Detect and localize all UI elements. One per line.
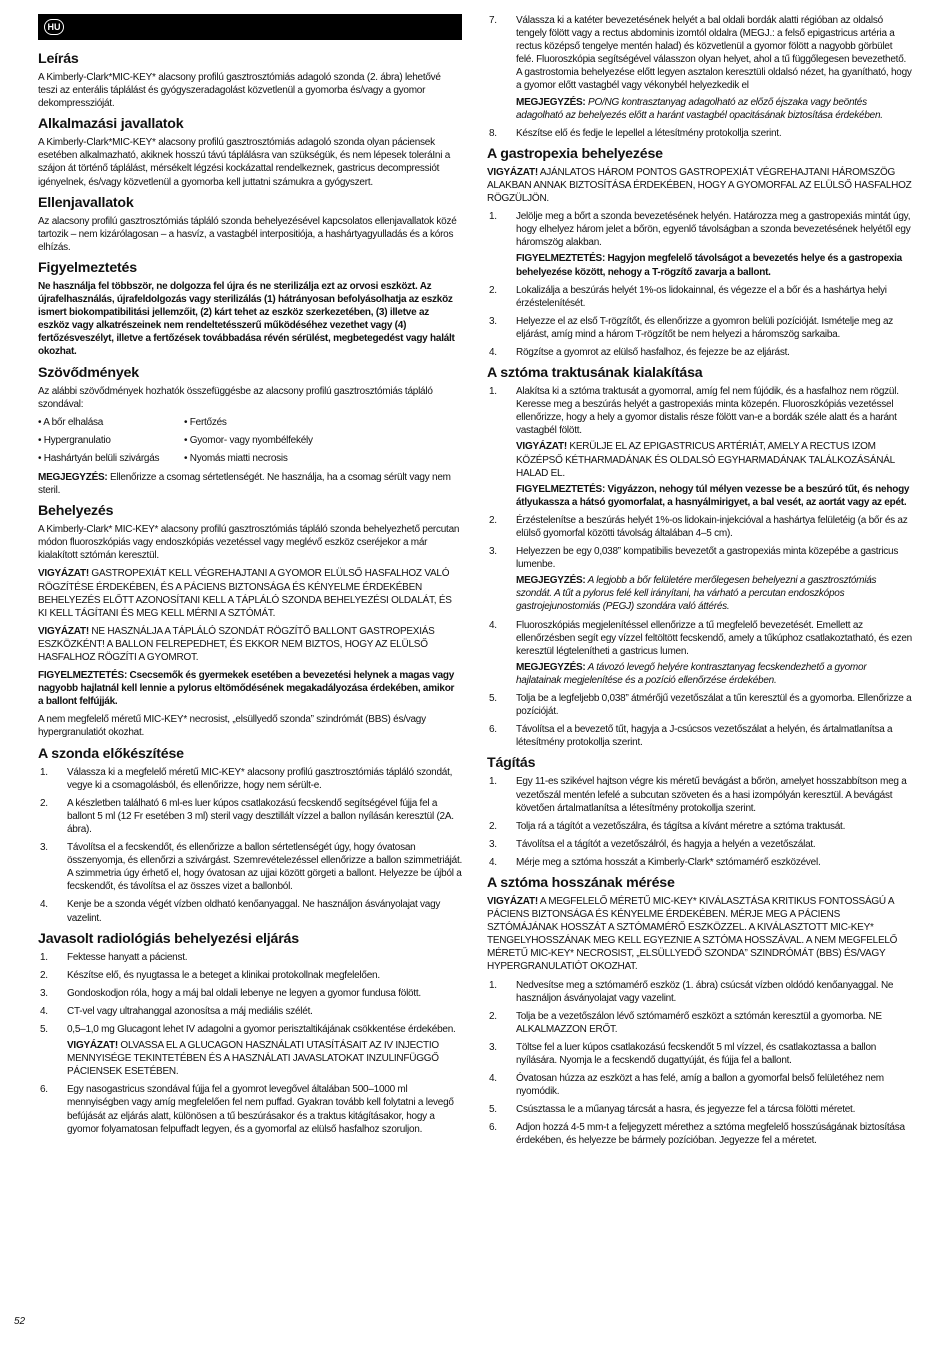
- warning-paragraph: [38, 669, 462, 708]
- list-item: • Nyomás miatti necrosis: [184, 452, 288, 464]
- caution-label: VIGYÁZAT!: [38, 625, 89, 637]
- section-title-gastropexy: A gastropexia behelyezése: [487, 145, 663, 162]
- list-item: 4. CT-vel vagy ultrahanggal azonosítsa a máj mediális szélét.: [40, 1005, 313, 1017]
- list-item: 4. Kenje be a szonda végét vízben oldható kenőanyaggal. Ne használjon ásványolajat vagy vazelint.: [40, 899, 441, 924]
- section-title-indications: Alkalmazási javallatok: [38, 116, 184, 133]
- list-item: 1. Egy 11-es szikével hajtson végre kis méretű bevágást a bőrön, amelyet hosszabbítson meg a vezetőszál mentén lefelé a subcutan szöveten és a hasi izompólyán keresztül. A bevágást követően ártalmatlanítsa a létesítmény protokollja szerint.: [489, 776, 907, 814]
- list-item: 2. A készletben található 6 ml-es luer kúpos csatlakozású fecskendő segítségével fújja fel a ballont 5 ml (12 Fr esetében 3 ml) steril vagy desztillált vízzel a ballon nyílásán keresztül (2A. ábra).: [40, 797, 454, 835]
- list-item: 1. Nedvesítse meg a sztómamérő eszköz (1. ábra) csúcsát vízben oldódó kenőanyaggal. Ne használjon ásványolajat vagy vazelint.: [489, 979, 894, 1004]
- caution-paragraph: [38, 625, 462, 664]
- radiologic-steps: [38, 951, 462, 1136]
- page-number: 52: [14, 1316, 26, 1327]
- list-item: 5. 0,5–1,0 mg Glucagont lehet IV adagolni a gyomor perisztaltikájának csökkentése érdekében. VIGYÁZAT! OLVASSA EL A GLUCAGON HASZNÁLATI UTASÍTÁSAIT AZ IV INJECTIO MENNYISÉGE TEKINTETÉBEN ÉS A HASZNÁLATI JAVASLATOKAT INZULINFÜGGŐ PÁCIENSEK ESETÉBEN.: [38, 1023, 462, 1078]
- list-item: • Hypergranulatio: [38, 434, 111, 446]
- list-item: • Gyomor- vagy nyombélfekély: [184, 434, 313, 446]
- list-item: 3. Távolítsa el a fecskendőt, és ellenőrizze a ballon sértetlenségét úgy, hogy óvatosan összenyomja, és ellenőrzi a szivárgást. Szemrevételezéssel ellenőrizze a ballon szimmetriáját. A szimmetria úgy érhető el, hogy óvatosan az ujjai között görgeti a ballont. Helyezze be újból a fecskendőt, és távolítsa el az összes vizet a ballonból.: [40, 842, 463, 893]
- gastropexy-steps: [487, 210, 912, 359]
- note-paragraph: MEGJEGYZÉS: A legjobb a bőr felületére merőlegesen behelyezni a gasztrosztómiás szondát. A tűt a pylorus felé kell irányítani, ha várható a percutan endoszkópos gastrojejunostomiás (PEGJ) szondára való áttérés.: [516, 575, 877, 613]
- list-item: 2. Lokalizálja a beszúrás helyét 1%-os lidokainnal, és végezze el a bőr és a hashártya helyi érzéstelenítését.: [489, 284, 887, 309]
- list-item: 1. Válassza ki a megfelelő méretű MIC-KEY* alacsony profilú gasztrosztómiás tápláló szondát, vegye ki a csomagolásból, és ellenőrizze, hogy nem sérült-e.: [40, 766, 453, 791]
- caution-paragraph: VIGYÁZAT! AJÁNLATOS HÁROM PONTOS GASTROPEXIÁT VÉGREHAJTANI HÁROMSZÖG ALAKBAN ANNAK BIZTOSÍTÁSA ÉRDEKÉBEN, HOGY A GYOMORFAL AZ ELÜLSŐ HASFALHOZ RÖGZÜLJÖN.: [487, 166, 912, 205]
- caution-paragraph: VIGYÁZAT! KERÜLJE EL AZ EPIGASTRICUS ARTÉRIÁT, AMELY A RECTUS IZOM KÖZÉPSŐ KÉTHARMADÁNAK ÉS OLDALSÓ EGYHARMADÁNAK TALÁLKOZÁSÁNÁL HALAD EL.: [516, 441, 895, 479]
- paragraph: A Kimberly-Clark* MIC-KEY* alacsony profilú gasztrosztómiás tápláló szonda behelyezhető percutan módon fluoroszkópiás vagy endoszkópiás vezetéssel vagy meglévő eszköz cseréjekor a már kialakított sztómán keresztül.: [38, 524, 460, 562]
- list-item: 2. Készítse elő, és nyugtassa le a beteget a klinikai protokollnak megfelelően.: [40, 969, 380, 981]
- section-title-stoma-measurement: A sztóma hosszának mérése: [487, 874, 675, 891]
- list-item: 5. Csúsztassa le a műanyag tárcsát a hasra, és jegyezze fel a tárcsa fölötti méretet.: [489, 1104, 856, 1116]
- radiologic-steps-continued: [487, 14, 912, 140]
- list-item: 1. Alakítsa ki a sztóma traktusát a gyomorral, amíg fel nem fújódik, és a hasfalhoz nem rögzül. Keresse meg a beszúrás helyét a gastropexiás minta közepén. Fluoroszkópiás vezetéssel ellenőrizze, hogy a hely a gyomor distalis része fölött van-e a bordák széle alatt és a haránt vastagbél fölött. VIGYÁZAT! KERÜLJE EL AZ EPIGASTRICUS ARTÉRIÁT, AMELY A RECTUS IZOM KÖZÉPSŐ KÉTHARMADÁNAK ÉS OLDALSÓ EGYHARMADÁNAK TALÁLKOZÁSÁNÁL HALAD EL. FIGYELMEZTETÉS: Vigyázzon, nehogy túl mélyen vezesse be a beszúró tűt, és nehogy átlyukassza a hátsó gyomorfalat, a hasnyálmirigyet, a bal vesét, az aortát vagy az epét.: [487, 385, 912, 509]
- list-item: 3. Helyezze el az első T-rögzítőt, és ellenőrizze a gyomron belüli pozícióját. Ismételje meg az eljárást, amíg mind a három T-rögzítőt be nem helyezi a háromszög sarkaiba.: [489, 315, 894, 340]
- stoma-tract-steps: [487, 385, 912, 749]
- list-item: 1. Jelölje meg a bőrt a szonda bevezetésének helyén. Határozza meg a gastropexiás mintát úgy, hogy elhelyez három jelet a bőrön, egyenlő távolságban a szonda bevezetésének helyétől egy háromszög alakban. FIGYELMEZTETÉS: Hagyjon megfelelő távolságot a bevezetés helye és a gastropexia behelyezése között, nehogy a T-rögzítő zavarja a ballont.: [489, 211, 911, 278]
- dilation-steps: [487, 775, 912, 869]
- language-header-band: [38, 14, 462, 40]
- caution-text: GASTROPEXIÁT KELL VÉGREHAJTANI A GYOMOR ELÜLSŐ HASFALHOZ VALÓ RÖGZÍTÉSE ÉRDEKÉBEN, ÉS A PÁCIENS BIZTONSÁGA ÉS KÉNYELME ÉRDEKÉBEN BEHELYEZÉS ELŐTT AZONOSÍTANI KELL A TÁPLÁLÓ SZONDA BEHELYEZÉSI OLDALÁT, ÉS KI KELL TÁGÍTANI ÉS MEG KELL MÉRNI A SZTÓMÁT.: [38, 568, 452, 619]
- section-title-warning: Figyelmeztetés: [38, 259, 137, 276]
- note-label: MEGJEGYZÉS:: [38, 471, 108, 483]
- caution-paragraph: VIGYÁZAT! A MEGFELELŐ MÉRETŰ MIC-KEY* KIVÁLASZTÁSA KRITIKUS FONTOSSÁGÚ A PÁCIENS BIZTONSÁGA ÉS KÉNYELME ÉRDEKÉBEN. MÉRJE MEG A PÁCIENS SZTÓMÁJÁNAK HOSSZÁT A SZTÓMAMÉRŐ ESZKÖZZEL. A KIVÁLASZTOTT MIC-KEY* TENGELYHOSSZÁNAK MEG KELL EGYEZNIE A SZTÓMA HOSSZÁVAL. A NEM MEGFELELŐ MÉRETŰ MIC-KEY* NECROSIST, „ELSÜLLYEDŐ SZONDA” SZINDRÓMÁT (BBS) ÉS/VAGY HYPERGRANULATIÓT OKOZHAT.: [487, 895, 898, 973]
- note-paragraph: [38, 471, 462, 497]
- list-item: 8. Készítse elő és fedje le lepellel a létesítmény protokollja szerint.: [489, 127, 782, 139]
- section-title-dilation: Tágítás: [487, 755, 536, 772]
- section-title-contraindications: Ellenjavallatok: [38, 194, 134, 211]
- paragraph: Az alacsony profilú gasztrosztómiás tápláló szonda behelyezésével kapcsolatos ellenjavallatok közé tartozik – nem kizárólagosan – a hasvíz, a vastagbél interpositiója, a hashártyagyulladás és a kóros elhízás.: [38, 215, 457, 253]
- paragraph: A Kimberly-Clark*MIC-KEY* alacsony profilú gasztrosztómiás adagoló szonda (2. ábra) lehetővé teszi az enterális táplálást és gyógyszeradagolást közvetlenül a gyomorba és/vagy a gyomor dekompresszióját.: [38, 72, 441, 110]
- list-item: 4. Mérje meg a sztóma hosszát a Kimberly-Clark* sztómamérő eszközével.: [489, 856, 821, 868]
- complications-list: [38, 416, 462, 465]
- paragraph: A Kimberly-Clark*MIC-KEY* alacsony profilú gasztrosztómiás adagoló szonda olyan páciensek esetében alkalmazható, akiknek hosszú távú táplálásra van szükségük, és nem lépesek toleráIni a szájon át történő táplálást, mérsékelt légzési kockázattal rendelkeznek, gastricus decompressiót igényelnek, és/vagy közvetlenül a gyomorba kell juttatni számukra a gyógyszert.: [38, 137, 451, 188]
- list-item: 4. Rögzítse a gyomrot az elülső hasfalhoz, és fejezze be az eljárást.: [489, 346, 790, 358]
- list-item: 5. Tolja be a legfeljebb 0,038” átmérőjű vezetőszálat a tűn keresztül és a gyomorba. Ellenőrizze a pozícióját.: [489, 693, 912, 718]
- measurement-steps: [487, 979, 912, 1148]
- list-item: 6. Távolítsa el a bevezető tűt, hagyja a J-csúcsos vezetőszálat a helyén, és ártalmatlanítsa a létesítmény protokollja szerint.: [489, 724, 893, 749]
- list-item: 2. Tolja rá a tágítót a vezetőszálra, és tágítsa a kívánt méretre a sztóma traktusát.: [489, 820, 846, 832]
- warning-paragraph: Ne használja fel többször, ne dolgozza fel újra és ne sterilizálja ezt az orvosi eszközt. Az újrafelhasználás, újrafeldolgozás vagy sterilizálás (1) hátrányosan befolyásolhatja az eszköz ismert biokompatibilitási jellemzőit, (2) kárt tehet az eszköz szerkezetében, (3) illetve az eszköz vagy alkatrészeinek nem rendeltetésszerű működéséhez vezethet vagy (4) fertőzésveszélyt, illetve a fertőzések továbbadása révén sérülést, megbetegedést vagy halált okozhat.: [38, 280, 455, 358]
- caution-label: VIGYÁZAT!: [38, 568, 89, 580]
- list-item: 2. Érzéstelenítse a beszúrás helyét 1%-os lidokain-injekcióval a hashártya felületéig (a bőr és az elülső gyomorfal közötti távolság általában 4–5 cm).: [489, 514, 908, 539]
- caution-text: NE HASZNÁLJA A TÁPLÁLÓ SZONDÁT RÖGZÍTŐ BALLONT GASTROPEXIÁS ESZKÖZKÉNT! A BALLON FELREPEDHET, ÉS EKKOR NEM BIZTOS, HOGY AZ ELÜLSŐ HASFALHOZ RÖGZÍTI A GYOMROT.: [38, 625, 435, 663]
- warning-text: Csecsemők és gyermekek esetében a bevezetési helynek a magas vagy nagyobb hajlatnál kell lennie a pylorus eltömődésének megakadályozása érdekében, amikor a ballont felfújják.: [38, 670, 455, 708]
- section-title-placement: Behelyezés: [38, 503, 114, 520]
- caution-paragraph: [38, 567, 462, 619]
- list-item: 6. Egy nasogastricus szondával fújja fel a gyomrot levegővel általában 500–1000 ml mennyiségben vagy amíg megfelelően fel nem puffad. Gyakran tovább kell folytatni a levegő befújását az eljárás alatt, különösen a tű beszúrásakor és a traktus kitágításakor, hogy a gyomor folyamatosan felpuffadt legyen, és a gyomorfal az elülső hasfalhoz szoruljon.: [40, 1084, 454, 1135]
- warning-paragraph: FIGYELMEZTETÉS: Hagyjon megfelelő távolságot a bevezetés helye és a gastropexia behelyezése között, nehogy a T-rögzítő zavarja a ballont.: [516, 253, 902, 278]
- list-item: 3. Töltse fel a luer kúpos csatlakozású fecskendőt 5 ml vízzel, és csatlakoztassa a ballon nyílására. Nyomja le a fecskendő dugattyúját, és fújja fel a ballont.: [489, 1041, 877, 1066]
- section-title-tube-preparation: A szonda előkészítése: [38, 745, 184, 762]
- left-column: [38, 14, 462, 1141]
- list-item: • Hashártyán belüli szivárgás: [38, 452, 160, 464]
- note-paragraph: MEGJEGYZÉS: A távozó levegő helyére kontrasztanyag fecskendezhető a gyomor hajlatainak megjelenítése és a pozíció ellenőrzése érdekében.: [516, 661, 867, 686]
- note-paragraph: MEGJEGYZÉS: PO/NG kontrasztanyag adagolható az előző éjszaka vagy beöntés adagolható az behelyezés előtt a haránt vastagbél opacitásának biztosítása érdekében.: [516, 96, 883, 121]
- section-title-description: Leírás: [38, 51, 79, 67]
- section-title-stoma-tract: A sztóma traktusának kialakítása: [487, 365, 703, 382]
- paragraph: A nem megfelelő méretű MIC-KEY* necrosist, „elsüllyedő szonda” szindrómát (BBS) és/vagy hypergranulatiót okozhat.: [38, 714, 426, 739]
- warning-paragraph: FIGYELMEZTETÉS: Vigyázzon, nehogy túl mélyen vezesse be a beszúró tűt, és nehogy átlyukassza a hátsó gyomorfalat, a hasnyálmirigyet, a bal vesét, az aortát vagy az epét.: [516, 483, 910, 508]
- list-item: 3. Távolítsa el a tágítót a vezetőszálról, és hagyja a helyén a vezetőszálat.: [489, 838, 816, 850]
- list-item: 4. Óvatosan húzza az eszközt a has felé, amíg a ballon a gyomorfal belső felületéhez nem nyomódik.: [489, 1073, 884, 1098]
- language-badge: HU: [44, 19, 64, 35]
- list-item: • Fertőzés: [184, 416, 227, 428]
- paragraph: Az alábbi szövődmények hozhatók összefüggésbe az alacsony profilú gasztrosztómiás tápláló szondával:: [38, 385, 433, 410]
- right-column: [487, 14, 912, 1153]
- list-item: 3. Helyezzen be egy 0,038” kompatibilis bevezetőt a gastropexiás minta közepébe a gastricus lumenbe. MEGJEGYZÉS: A legjobb a bőr felületére merőlegesen behelyezni a gasztrosztómiás szondát. A tűt a pylorus felé kell irányítani, ha várható a percutan endoszkópos gastrojejunostomiás (PEGJ) szondára való áttérés.: [487, 545, 912, 613]
- preparation-steps: [38, 766, 462, 925]
- section-title-radiologic-procedure: Javasolt radiológiás behelyezési eljárás: [38, 930, 299, 947]
- list-item: • A bőr elhalása: [38, 416, 104, 428]
- section-title-complications: Szövődmények: [38, 364, 139, 381]
- caution-paragraph: VIGYÁZAT! OLVASSA EL A GLUCAGON HASZNÁLATI UTASÍTÁSAIT AZ IV INJECTIO MENNYISÉGE TEKINTETÉBEN ÉS A HASZNÁLATI JAVASLATOKAT INZULINFÜGGŐ PÁCIENSEK ESETÉBEN.: [67, 1040, 439, 1078]
- list-item: 2. Tolja be a vezetőszálon lévő sztómamérő eszközt a sztómán keresztül a gyomorba. NE ALKALMAZZON ERŐT.: [489, 1010, 882, 1035]
- list-item: 1. Fektesse hanyatt a pácienst.: [40, 951, 188, 963]
- list-item: 7. Válassza ki a katéter bevezetésének helyét a bal oldali bordák alatti régióban az oldalsó tengely fölött vagy a rectus abdominis izomtól oldalra (MEGJ.: a felső epigastricus artéria a rectus középső tengelye mentén halad) és közvetlenül a gyomor fölött a nagyobb görbület felé. Fluoroszkópia segítségével válasszon olyan helyet, ahol a tű függőlegesen bevezethető. A gastrostomia behelyezése előtt legyen asztalon keresztüli oldalsó nézet, ha gyanítható, hogy a gyomor előtt vastagbél vagy vékonybél helyezkedik el MEGJEGYZÉS: PO/NG kontrasztanyag adagolható az előző éjszaka vagy beöntés adagolható az behelyezés előtt a haránt vastagbél opacitásának biztosítása érdekében.: [489, 15, 912, 121]
- list-item: 3. Gondoskodjon róla, hogy a máj bal oldali lebenye ne legyen a gyomor fundusa fölött.: [40, 987, 421, 999]
- list-item: 4. Fluoroszkópiás megjelenítéssel ellenőrizze a tű megfelelő bevezetését. Emellett az ellenőrzésben segít egy vízzel feltöltött fecskendő, amely a tűkúphoz csatlakoztatható, és ezen keresztül légtelenítheti a gastricus lumen. MEGJEGYZÉS: A távozó levegő helyére kontrasztanyag fecskendezhető a gyomor hajlatainak megjelenítése és a pozíció ellenőrzése érdekében.: [489, 619, 912, 686]
- warning-label: FIGYELMEZTETÉS:: [38, 670, 128, 682]
- list-item: 6. Adjon hozzá 4-5 mm-t a feljegyzett mérethez a sztóma megfelelő hosszúságának biztosítása érdekében, és helyezze be bármely pozícióban. Jegyezze fel a méretet.: [489, 1122, 905, 1147]
- note-text: Ellenőrizze a csomag sértetlenségét. Ne használja, ha a csomag sérült vagy nem steril.: [38, 471, 451, 497]
